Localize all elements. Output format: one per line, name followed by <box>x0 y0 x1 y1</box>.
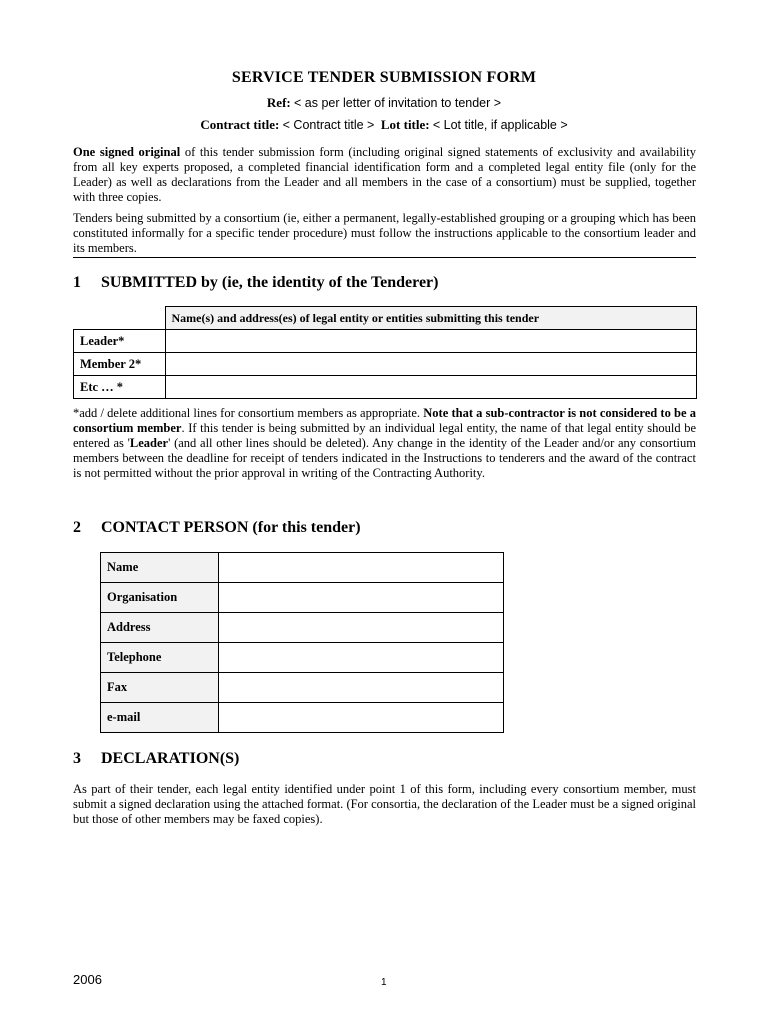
table-row <box>101 703 504 733</box>
section-1-number: 1 <box>73 274 81 291</box>
section-3-heading <box>73 750 239 768</box>
table-row <box>101 553 504 583</box>
contract-line <box>0 117 768 133</box>
form-title: SERVICE TENDER SUBMISSION FORM <box>231 69 537 86</box>
row-label-etc: Etc … * <box>74 376 166 399</box>
note-text-1: *add / delete additional lines for consortium members as appropriate. <box>73 406 424 420</box>
fax-entry-cell[interactable] <box>219 673 504 703</box>
field-label-name: Name <box>101 553 219 583</box>
contract-title-value: < Contract title > <box>282 118 375 132</box>
field-label-email: e-mail <box>101 703 219 733</box>
etc-entry-cell[interactable] <box>165 376 697 399</box>
intro-paragraph-1-text: of this tender submission form (including original signed statements of exclusivity and availability from all key experts proposed, a completed financial identification form and a completed legal entity file (only for the Leader) as well as declarations from the Leader and all members in the case of a consortium) must be supplied, together with three copies. <box>73 145 697 204</box>
note-text-3: ' (and all other lines should be deleted). Any change in the identity of the Leader and/or any consortium members between the deadline for receipt of tenders indicated in the Instructions to tenderers and the award of the contract is not permitted without the prior approval in writing of the Contracting Authority. <box>73 436 696 480</box>
field-label-fax: Fax <box>101 673 219 703</box>
field-label-telephone: Telephone <box>101 643 219 673</box>
section-1-title: SUBMITTED by (ie, the identity of the Tenderer) <box>101 274 439 291</box>
table-row <box>101 613 504 643</box>
note-bold-subcontractor: Note that a sub-contractor is not considered to be a consortium member <box>73 406 696 435</box>
table-column-header: Name(s) and address(es) of legal entity or entities submitting this tender <box>165 307 697 330</box>
section-2-heading <box>73 519 361 537</box>
section-2-title: CONTACT PERSON (for this tender) <box>101 519 361 536</box>
footer-year: 2006 <box>73 972 102 987</box>
table-row <box>74 376 697 399</box>
intro-bold-phrase: One signed original <box>73 145 181 159</box>
section-2-number: 2 <box>73 519 81 536</box>
section-3-number: 3 <box>73 750 81 767</box>
ref-line <box>0 95 768 111</box>
table-row <box>101 643 504 673</box>
telephone-entry-cell[interactable] <box>219 643 504 673</box>
lot-title-label: Lot title: <box>380 117 430 132</box>
declaration-paragraph: As part of their tender, each legal entity identified under point 1 of this form, including every consortium member, must submit a signed declaration using the attached format. (For consortia, the declaration of the Leader must be a signed original but those of other members may be faxed copies). <box>73 782 696 826</box>
ref-label: Ref: <box>266 95 291 110</box>
section-3-title: DECLARATION(S) <box>101 750 240 767</box>
table-corner-cell <box>74 307 166 330</box>
member-2-entry-cell[interactable] <box>165 353 697 376</box>
divider <box>73 257 696 258</box>
row-label-member-2: Member 2* <box>74 353 166 376</box>
lot-title-value: < Lot title, if applicable > <box>432 118 568 132</box>
table-row <box>101 583 504 613</box>
name-entry-cell[interactable] <box>219 553 504 583</box>
contract-title-label: Contract title: <box>200 117 280 132</box>
address-entry-cell[interactable] <box>219 613 504 643</box>
consortium-note <box>73 406 696 481</box>
email-entry-cell[interactable] <box>219 703 504 733</box>
field-label-organisation: Organisation <box>101 583 219 613</box>
contact-person-table <box>100 552 504 733</box>
tenderer-table <box>73 306 697 399</box>
note-bold-leader: Leader <box>129 436 169 450</box>
intro-paragraph-1 <box>73 145 696 205</box>
table-row <box>101 673 504 703</box>
ref-value: < as per letter of invitation to tender > <box>294 96 502 110</box>
organisation-entry-cell[interactable] <box>219 583 504 613</box>
page-number: 1 <box>381 977 387 988</box>
table-row <box>74 353 697 376</box>
row-label-leader: Leader* <box>74 330 166 353</box>
leader-entry-cell[interactable] <box>165 330 697 353</box>
note-text-2: . If this tender is being submitted by an individual legal entity, the name of that legal entity should be entered as ' <box>73 421 696 450</box>
section-1-heading <box>73 274 438 292</box>
table-row <box>74 330 697 353</box>
table-header-row <box>74 307 697 330</box>
field-label-address: Address <box>101 613 219 643</box>
intro-paragraph-2: Tenders being submitted by a consortium (ie, either a permanent, legally-established grouping or a grouping which has been constituted informally for a specific tender procedure) must follow the instructions applicable to the consortium leader and its members. <box>73 211 696 255</box>
